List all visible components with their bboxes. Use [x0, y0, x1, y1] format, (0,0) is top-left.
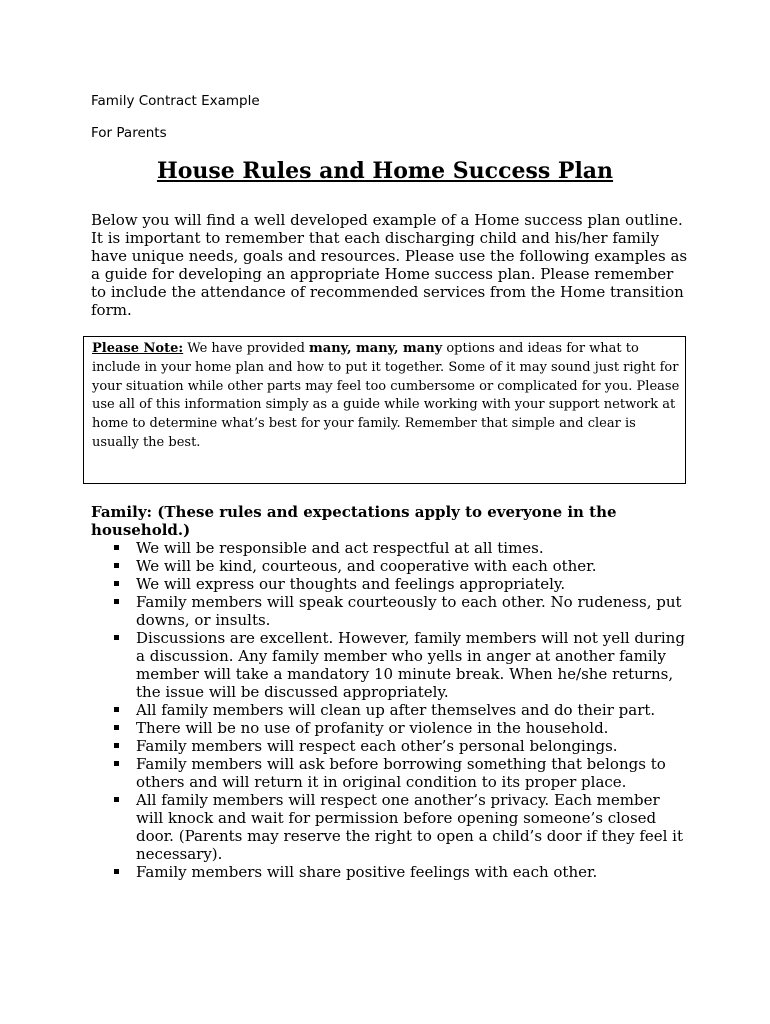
bullet-icon: [114, 869, 119, 874]
rule-text: Family members will ask before borrowing something that belongs to others and will return it in original condition to its proper place.: [136, 755, 666, 791]
list-item: [91, 629, 691, 701]
list-item: [91, 719, 691, 737]
rule-text: Family members will respect each other’s personal belongings.: [136, 737, 618, 755]
bullet-icon: [114, 725, 119, 730]
intro-paragraph: Below you will find a well developed example of a Home success plan outline. It is important to remember that each discharging child and his/her family have unique needs, goals and resources. Please use the following examples as a guide for developing an appropriate Home success plan. Please remember to include the attendance of recommended services from the Home transition form.: [91, 211, 688, 319]
bullet-icon: [114, 707, 119, 712]
rule-text: All family members will clean up after themselves and do their part.: [136, 701, 656, 719]
note-label: Please Note:: [92, 341, 184, 356]
list-item: [91, 755, 691, 791]
list-item: [91, 575, 691, 593]
page-title: House Rules and Home Success Plan: [156, 158, 614, 184]
list-item: [91, 863, 691, 881]
list-item: [91, 737, 691, 755]
bullet-icon: [114, 743, 119, 748]
bullet-icon: [114, 599, 119, 604]
bullet-icon: [114, 563, 119, 568]
list-item: [91, 557, 691, 575]
note-emphasis: many, many, many: [309, 341, 443, 356]
note-box: [83, 336, 686, 484]
list-item: [91, 701, 691, 719]
rule-text: Discussions are excellent. However, family members will not yell during a discussion. Any family member who yells in anger at another family member will take a mandatory 10 minute break. When he/she returns, the issue will be discussed appropriately.: [136, 629, 685, 701]
rule-text: There will be no use of profanity or violence in the household.: [136, 719, 609, 737]
note-text-after: options and ideas for what to include in your home plan and how to put it together. Some of it may sound just right for your situation while other parts may feel too cumbersome or complicated for you. Please use all of this information simply as a guide while working with your support network at home to determine what’s best for your family. Remember that simple and clear is usually the best.: [92, 341, 680, 450]
note-text-before: We have provided: [183, 341, 310, 356]
list-item: [91, 791, 691, 863]
list-item: [91, 593, 691, 629]
list-item: [91, 539, 691, 557]
rule-text: Family members will share positive feelings with each other.: [136, 863, 598, 881]
family-heading: Family: (These rules and expectations apply to everyone in the household.): [91, 503, 617, 539]
rule-text: We will be responsible and act respectful at all times.: [136, 539, 544, 557]
family-rules-list: [91, 539, 691, 881]
header-line-1: Family Contract Example: [91, 93, 260, 109]
rule-text: We will be kind, courteous, and cooperative with each other.: [136, 557, 597, 575]
header-line-2: For Parents: [91, 125, 167, 141]
rule-text: Family members will speak courteously to each other. No rudeness, put downs, or insults.: [136, 593, 682, 629]
bullet-icon: [114, 581, 119, 586]
bullet-icon: [114, 797, 119, 802]
bullet-icon: [114, 635, 119, 640]
rule-text: We will express our thoughts and feelings appropriately.: [136, 575, 566, 593]
rule-text: All family members will respect one another’s privacy. Each member will knock and wait for permission before opening someone’s closed door. (Parents may reserve the right to open a child’s door if they feel it necessary).: [136, 791, 684, 863]
note-text: [92, 340, 682, 453]
bullet-icon: [114, 545, 119, 550]
bullet-icon: [114, 761, 119, 766]
